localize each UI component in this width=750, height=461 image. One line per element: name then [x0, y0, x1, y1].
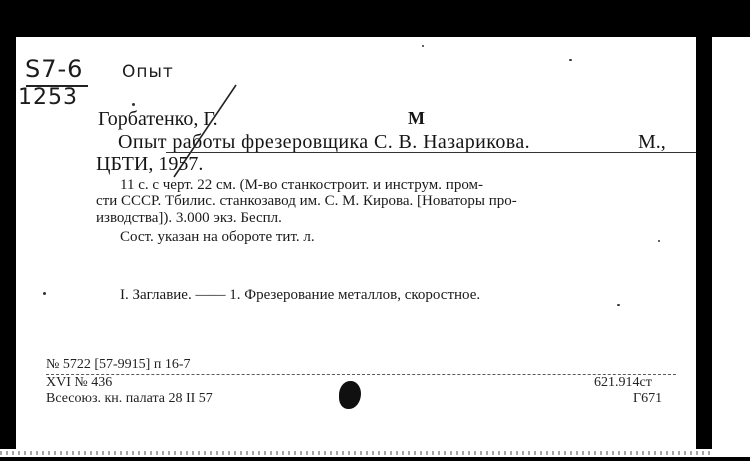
speck [569, 59, 572, 61]
scan-edge-strip [712, 37, 750, 457]
footer-udc: 621.914ст [594, 375, 652, 390]
title-line: Опыт работы фрезеровщика С. В. Назарикова. [118, 131, 531, 153]
description-note: Сост. указан на обороте тит. л. [120, 229, 315, 245]
title-place: М., [638, 131, 666, 153]
author-initial: М [408, 108, 425, 128]
speck [43, 292, 46, 295]
footer-class: Г671 [633, 391, 663, 406]
tracings: I. Заглавие. —— 1. Фрезерование металлов, скоростное. [120, 287, 481, 303]
shelf-code: S7-6 [25, 55, 84, 83]
speck [617, 304, 620, 306]
speck [658, 240, 660, 242]
inventory-number: 1253 [18, 85, 78, 110]
footer-volume: XVI № 436 [46, 375, 113, 390]
publisher-line: ЦБТИ, 1957. [96, 153, 204, 175]
footer-rule [46, 374, 676, 375]
footer-chamber: Всесоюз. кн. палата 28 II 57 [46, 391, 213, 406]
author-heading: Горбатенко, Г. [98, 108, 218, 130]
handwritten-note: Опыт [122, 62, 174, 82]
description-line-2: сти СССР. Тбилис. станкозавод им. С. М. Кирова. [Новаторы про- [96, 193, 517, 209]
ink-blot [339, 381, 361, 409]
speck [422, 45, 424, 47]
scan-bottom-edge [0, 449, 712, 457]
footer-order: № 5722 [57-9915] п 16-7 [46, 357, 191, 372]
speck [132, 103, 135, 106]
catalog-card [16, 37, 696, 449]
description-line-1: 11 с. с черт. 22 см. (М-во станкострoит. и инструм. пром- [120, 177, 484, 193]
description-line-3: изводства]). 3.000 экз. Беспл. [96, 210, 282, 226]
title-underline [166, 152, 696, 153]
